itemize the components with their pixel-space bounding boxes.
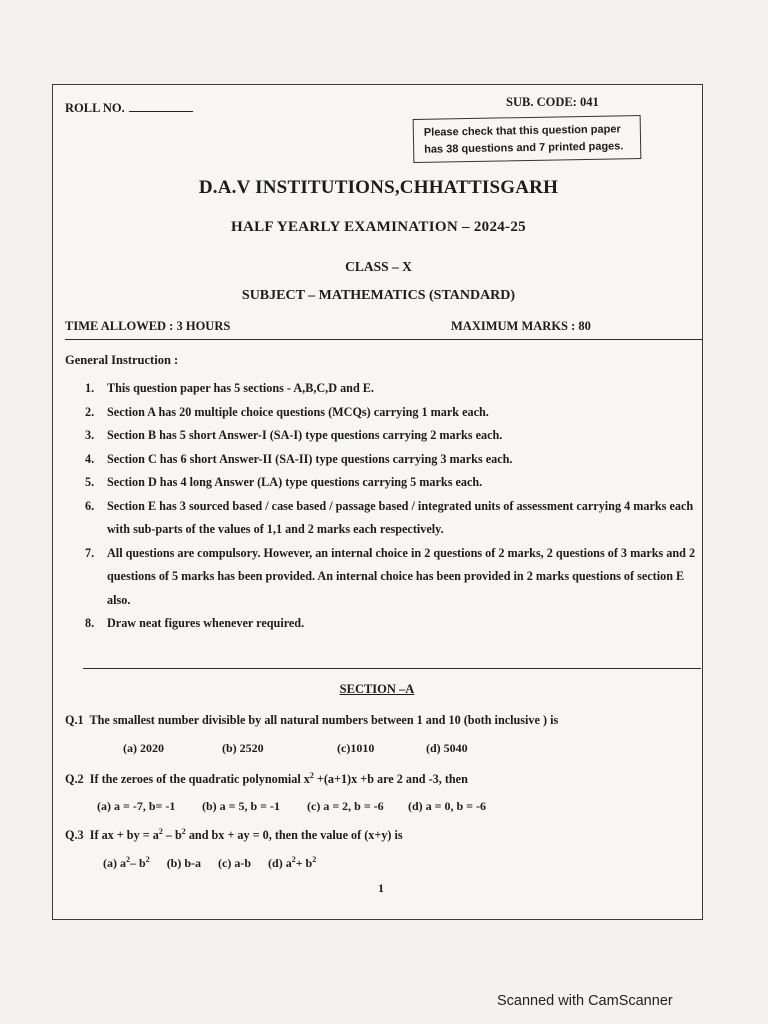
- instruction-item: 5. Section D has 4 long Answer (LA) type questions carrying 5 marks each.: [85, 475, 483, 489]
- question-2: Q.2 If the zeroes of the quadratic polynomial $x^2 +(a+1)x +b$ are 2 and -3, then: [65, 771, 468, 787]
- question-number: Q.2: [65, 772, 84, 787]
- instruction-item: 8. Draw neat figures whenever required.: [85, 616, 305, 630]
- option: (c) a = 2, b = -6: [307, 799, 384, 813]
- option: (b) b-a: [166, 856, 202, 870]
- institution-title: D.A.V INSTITUTIONS,CHHATTISGARH: [198, 177, 559, 198]
- instruction-item: 4. Section C has 6 short Answer-II (SA-II) type questions carrying 3 marks each.: [85, 451, 513, 466]
- option: (a) a = -7, b= -1: [97, 799, 176, 813]
- question-3-options: [103, 855, 316, 871]
- option: (c)1010: [337, 741, 375, 755]
- instructions-heading: General Instruction :: [65, 353, 179, 367]
- question-text: The smallest number divisible by all natural numbers between 1 and 10 (both inclusive ) is: [89, 713, 559, 727]
- option: (b) 2520: [222, 741, 264, 755]
- page-number: 1: [378, 881, 384, 895]
- divider-section: [83, 668, 701, 669]
- question-paper-page: [52, 84, 703, 920]
- check-notice-box: Please check that this question paper has 38 questions and 7 printed pages.: [413, 115, 642, 163]
- option: (c) a-b: [218, 856, 252, 870]
- roll-number-label: ROLL NO.: [65, 101, 125, 115]
- section-heading: SECTION –A: [339, 682, 415, 696]
- exam-title: HALF YEARLY EXAMINATION – 2024-25: [231, 219, 526, 235]
- option: (d) 5040: [426, 741, 468, 755]
- question-2-options: [97, 799, 486, 814]
- instruction-item: 6. Section E has 3 sourced based / case based / passage based / integrated units of assessment carrying 4 marks each with sub-parts of the values of 1,1 and 2 marks each respectively.: [85, 498, 694, 536]
- class-title: CLASS – X: [345, 259, 412, 274]
- time-allowed: TIME ALLOWED : 3 HOURS: [65, 319, 231, 333]
- option: (d) $a^2+ b^2$: [268, 855, 317, 870]
- roll-number-blank: [129, 101, 193, 112]
- camscanner-watermark: Scanned with CamScanner: [497, 993, 673, 1009]
- instruction-item: 3. Section B has 5 short Answer-I (SA-I) type questions carrying 2 marks each.: [85, 428, 503, 442]
- instruction-item: 1. This question paper has 5 sections - A,B,C,D and E.: [85, 381, 374, 395]
- maximum-marks: MAXIMUM MARKS : 80: [451, 319, 591, 333]
- question-number: Q.1: [65, 713, 84, 727]
- instruction-item: 2. Section A has 20 multiple choice questions (MCQs) carrying 1 mark each.: [85, 404, 489, 419]
- question-1: [65, 713, 558, 728]
- subject-title: SUBJECT – MATHEMATICS (STANDARD): [241, 288, 516, 303]
- option: (a) $a^2-$ $b^2$: [103, 855, 150, 870]
- roll-number-field: [65, 101, 193, 116]
- instructions-list: [85, 377, 697, 636]
- option: (d) a = 0, b = -6: [408, 799, 487, 813]
- question-1-options: [123, 741, 468, 756]
- question-number: Q.3: [65, 828, 84, 843]
- instruction-item: 7. All questions are compulsory. However, an internal choice in 2 questions of 2 marks, 2 questions of 3 marks and 2 questions of 5 marks has been provided. An internal choice has been provided in 2 marks questions of section E also.: [85, 545, 696, 607]
- option: (a) 2020: [123, 741, 164, 755]
- question-3: Q.3 If ax + by = $a^2 - b^2$ and bx + ay = 0, then the value of (x+y) is: [65, 827, 403, 843]
- option: (b) a = 5, b = -1: [202, 799, 281, 813]
- divider-top: [65, 339, 703, 340]
- subject-code: SUB. CODE: 041: [506, 95, 599, 109]
